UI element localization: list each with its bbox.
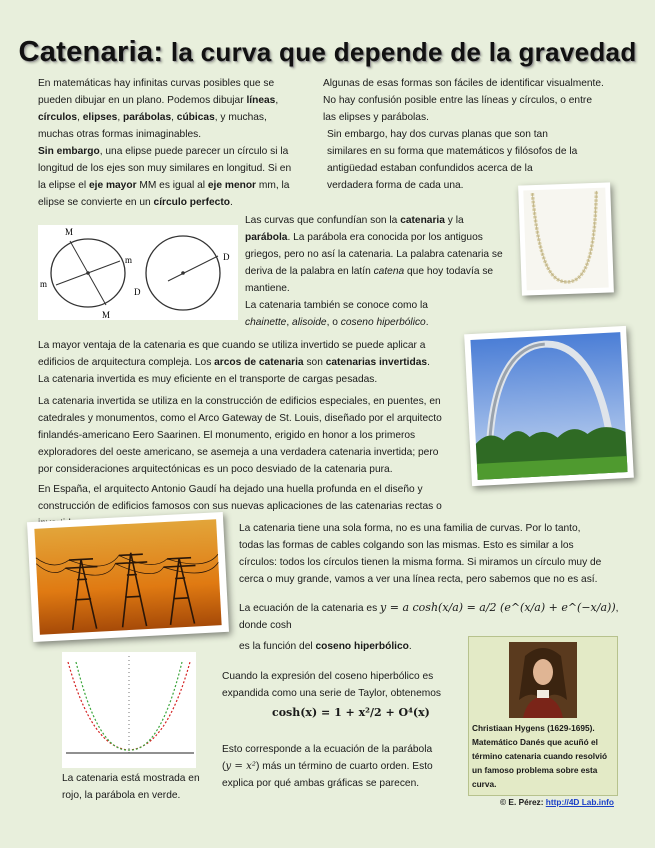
gateway-arch-paragraph: La catenaria invertida se utiliza en la construcción de edificios especiales, en puentes, en catedrales y monumentos, como el Arco Gateway de St. Louis, diseñado por el arquitecto finlandés-americano Eero Saarinen. El monumento, erigido en honor a los primeros exploradores del oeste americano, se asemeja a una verdadera catenaria invertida; pero por consideraciones arquitectónicas es un poco desviado de la catenaria pura. [38,396,442,475]
intro-right-paragraph-2: Sin embargo, hay dos curvas planas que son tan similares en su forma que matemáticos y filósofos de la antigüedad estaban confundidos acerca de la verdadera forma de cada una. [327,129,578,191]
power-lines-photo [27,512,229,642]
diagram-label-m-left: m [40,279,48,289]
single-shape-paragraph: La catenaria tiene una sola forma, no es una familia de curvas. Por lo tanto, todas las formas de cables colgando son las mismas. Esto es similar a los círculos: todos los círculos tienen la misma forma. Si miramos un círculo muy de cerca o muy grande, vamos a ver una línea recta, pero sabemos que no es así. [239,523,602,585]
catenary-equation-paragraph: La ecuación de la catenaria es y = a cosh(x/a) = a/2 (e^(x/a) + e^(−x/a)), donde cosh es la función del coseno hiperbólico. [239,601,619,652]
intro-left-paragraph-1: En matemáticas hay infinitas curvas posibles que se pueden dibujar en un plano. Podemos dibujar líneas, círculos, elipses, parábolas, cúbicas, y muchas, muchas otras formas inimaginables. [38,75,318,143]
catenary-parabola-graph [62,652,196,768]
diagram-label-D-right: D [223,252,230,262]
taylor-conclusion: Esto corresponde a la ecuación de la parábola (y = x²) más un término de cuarto orden. Esto explica por qué ambas gráficas se parecen. [222,744,433,789]
intro-right-paragraph-1: Algunas de esas formas son fáciles de identificar visualmente. No hay confusión posible entre las líneas y círculos, o entre las elipses y parábolas. [323,78,604,123]
huygens-portrait [509,642,577,718]
diagram-label-m-right: m [125,255,133,265]
title-main: Catenaria: [18,36,164,68]
advantage-paragraph: La mayor ventaja de la catenaria es que cuando se utiliza invertido se puede aplicar a edificios de arquitectura compleja. Los arcos de catenaria son catenarias invertidas. La catenaria invertida es muy eficiente en el transporte de cargas pesadas. [38,340,430,385]
huygens-caption: Christiaan Hygens (1629-1695). Matemático Danés que acuñó el término catenaria cuando resolvió un famoso problema sobre esta curva. [472,723,608,789]
taylor-paragraph: Cuando la expresión del coseno hiperbólico es expandida como una serie de Taylor, obtenemos [222,671,441,699]
catenary-formula: y = a cosh(x/a) = a/2 (e^(x/a) + e^(−x/a)) [380,601,616,614]
diagram-label-D-left: D [134,287,141,297]
gateway-arch-icon [464,326,634,486]
huygens-panel [468,636,618,796]
necklace-icon [518,182,614,295]
gaudi-paragraph: En España, el arquitecto Antonio Gaudí ha dejado una huella profunda en el diseño y construcción de edificios famosos con sus nuevas aplicaciones de las catenarias rectas o [38,484,442,512]
ellipse-circle-diagram [38,225,238,320]
footer-link[interactable]: http://4D Lab.info [545,797,614,807]
gateway-arch-photo [464,326,634,486]
taylor-formula: cosh(x) = 1 + x²/2 + O⁴(x) [272,706,430,719]
diagram-label-M-bottom: M [102,310,111,320]
intro-left-paragraph-2: Sin embargo, una elipse puede parecer un círculo si la longitud de los ejes son muy similares en longitud. Si en la elipse el eje mayor MM es igual al eje menor mm, la elipse se convierte en un círculo perfecto. [38,146,292,208]
footer-credit: © E. Pérez: http://4D Lab.info [500,797,614,807]
graph-caption: La catenaria está mostrada en rojo, la parábola en verde. [62,773,200,801]
intro-line-shapes: pueden dibujar en un plano. Podemos dibujar líneas, [38,95,279,106]
catenary-parabola-paragraph: Las curvas que confundían son la catenaria y la parábola. La parábola era conocida por los antiguos griegos, pero no así la catenaria. La palabra catenaria se deriva de la palabra en latín catena que hoy todavía se mantiene. La catenaria también se conoce como la chainette, alisoide, o coseno hiperbólico. [245,215,503,328]
title-rest: la curva que depende de la gravedad [163,37,637,67]
pearl-necklace-photo [518,182,614,295]
diagram-label-M-top: M [65,227,74,237]
page-title [0,36,655,69]
power-tower-icon [27,512,229,642]
